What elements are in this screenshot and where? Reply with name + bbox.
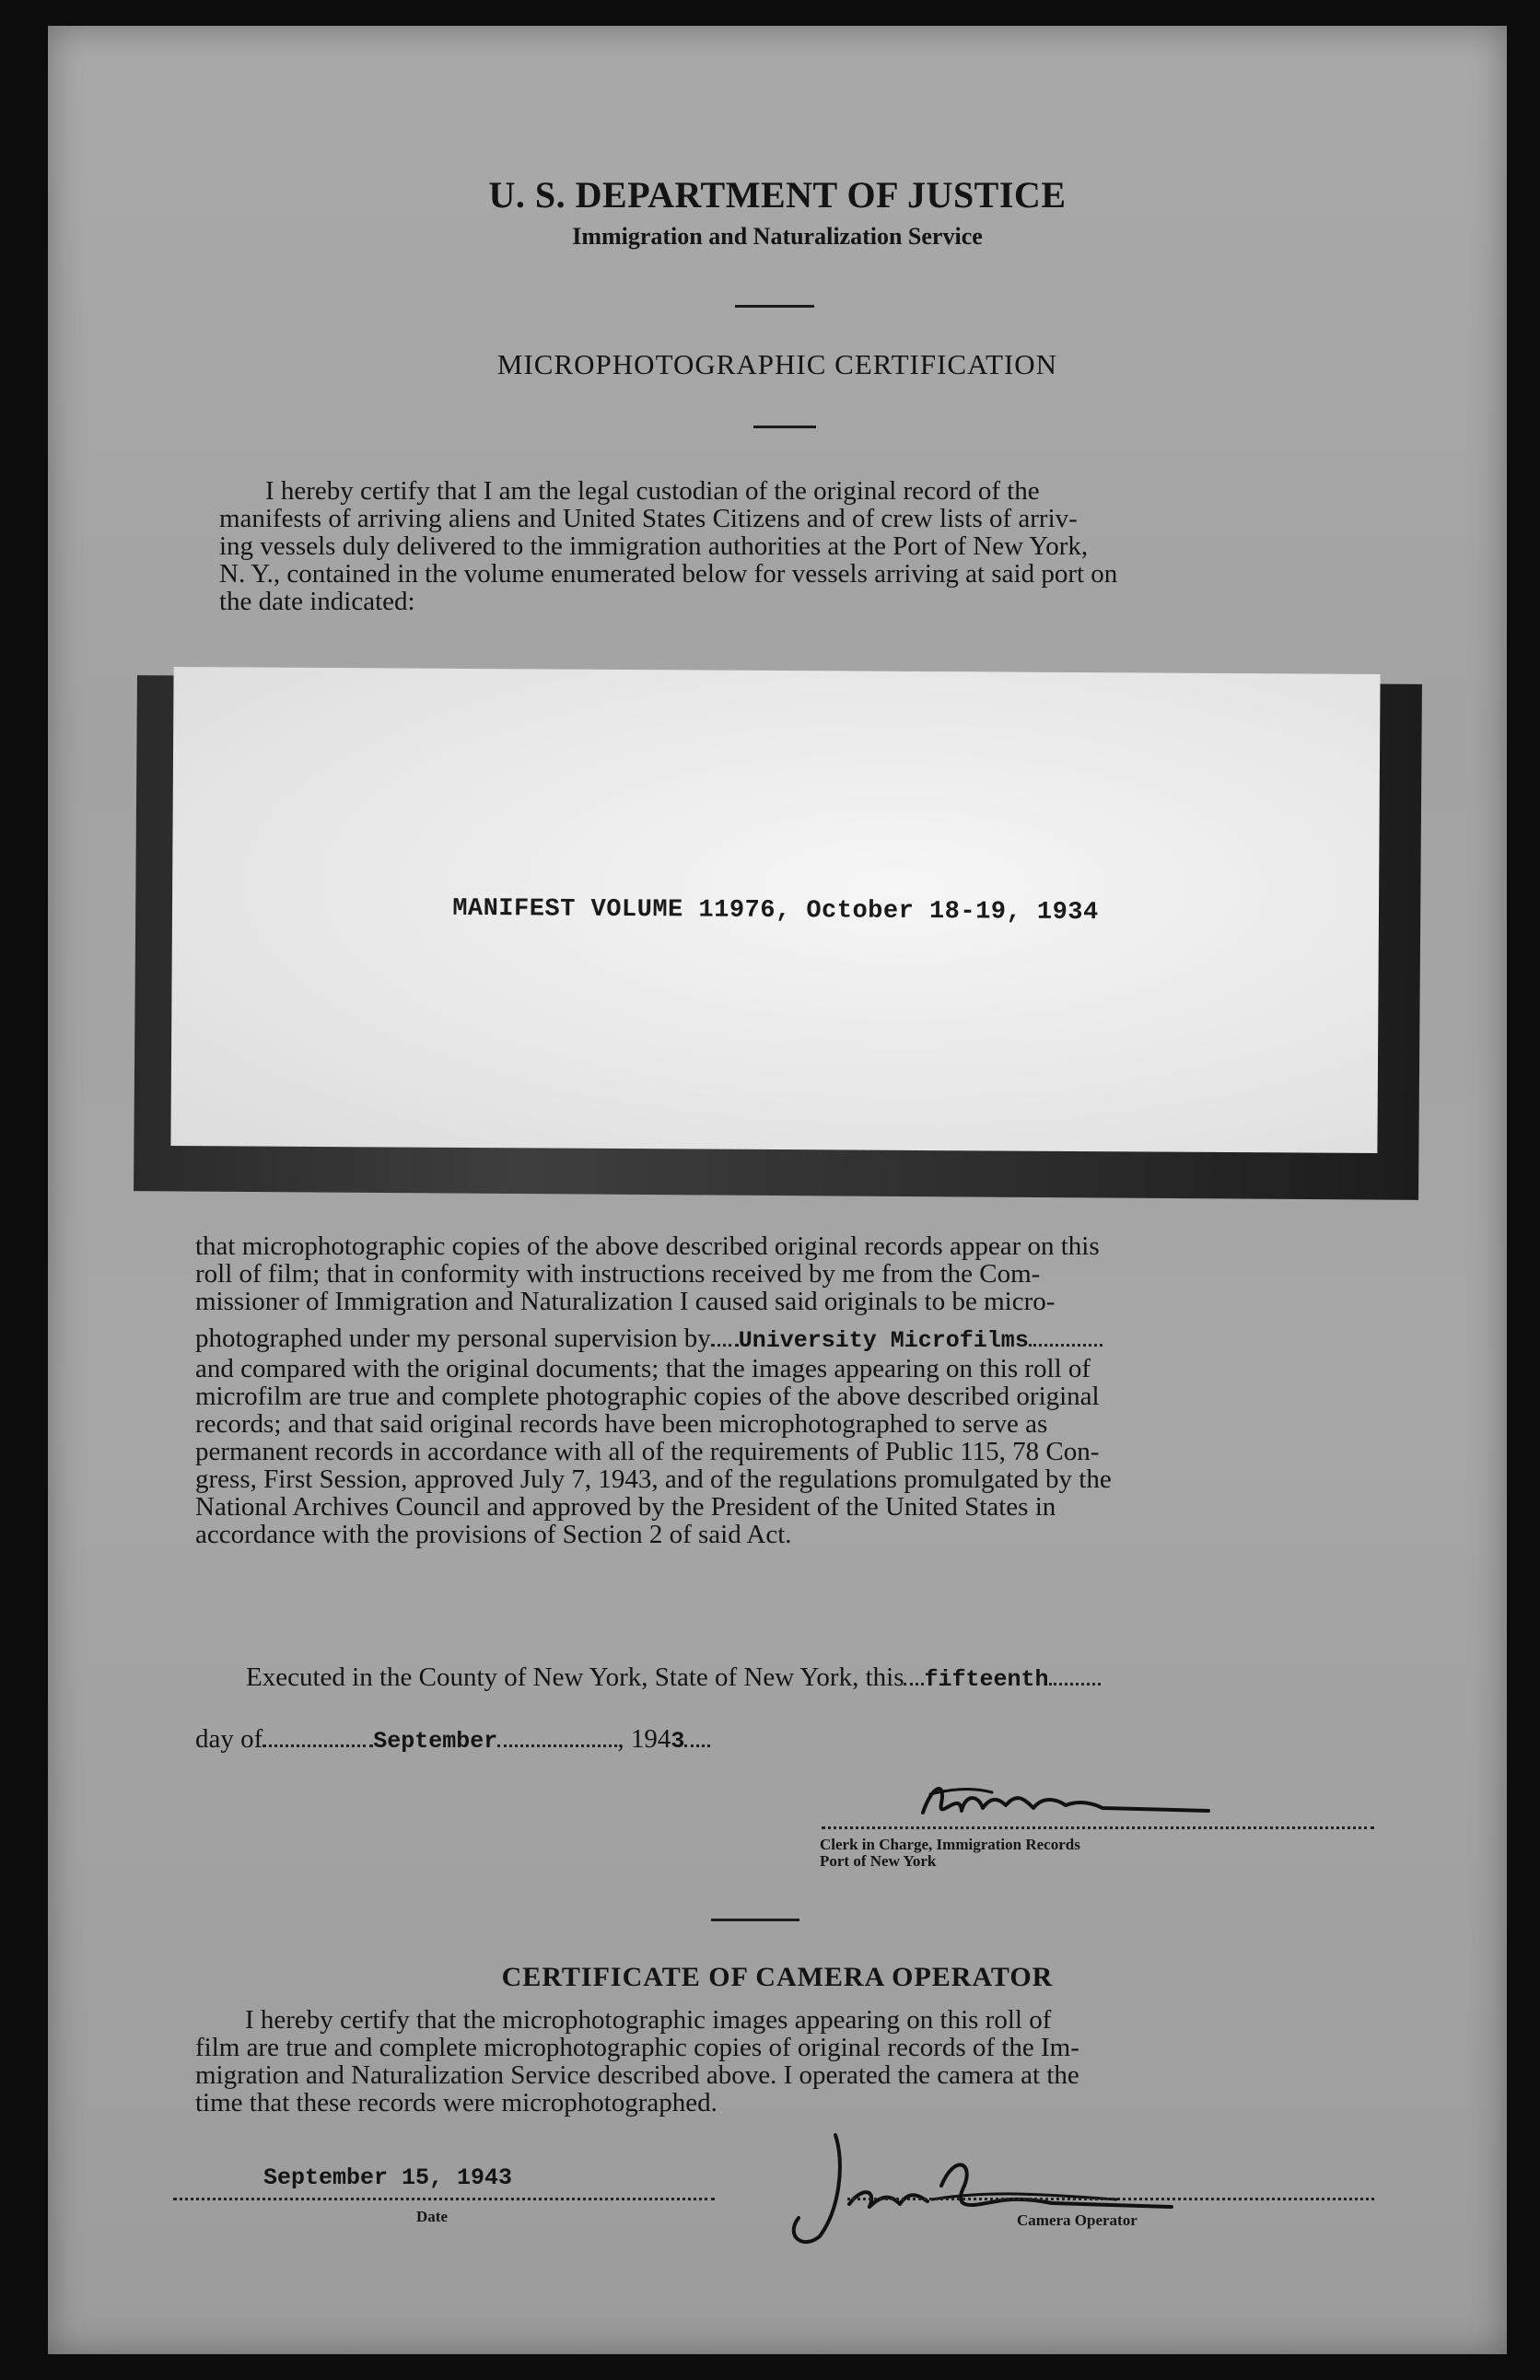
department-title: U. S. DEPARTMENT OF JUSTICE [488, 174, 1067, 216]
dayof-line [195, 1725, 1024, 1756]
camera-line: film are true and complete microphotographic copies of original records of the Im- [195, 2033, 1079, 2062]
body-line: missioner of Immigration and Naturalization I caused said originals to be micro- [195, 1287, 1056, 1316]
body-line: permanent records in accordance with all of the requirements of Public 115, 78 Con- [195, 1437, 1100, 1466]
camera-certificate-title: CERTIFICATE OF CAMERA OPERATOR [501, 1962, 1054, 1992]
body-line: records; and that said original records have been microphotographed to serve as [195, 1409, 1048, 1439]
intro-line: I hereby certify that I am the legal custodian of the original record of the [265, 476, 1040, 506]
clerk-title-line: Port of New York [820, 1852, 937, 1870]
operator-label: Camera Operator [1017, 2211, 1138, 2229]
body-line: that microphotographic copies of the above described original records appear on this [195, 1231, 1100, 1261]
camera-line: time that these records were microphotographed. [195, 2088, 718, 2118]
clerk-signature-line [822, 1826, 1374, 1829]
camera-date-value: September 15, 1943 [263, 2164, 513, 2191]
body-line: gress, First Session, approved July 7, 1943, and of the regulations promulgated by the [195, 1464, 1112, 1494]
manifest-volume-text: MANIFEST VOLUME 11976, October 18-19, 1934 [452, 894, 1099, 928]
dayof-label: day of [195, 1724, 263, 1754]
intro-line: ing vessels duly delivered to the immigration authorities at the Port of New York, [219, 531, 1089, 561]
supervision-line [195, 1324, 1393, 1355]
body-line: accordance with the provisions of Section 2 of said Act. [195, 1520, 792, 1549]
certification-divider [753, 426, 816, 428]
intro-paragraph [219, 477, 1407, 615]
executed-prefix: Executed in the County of New York, State of New York, this [246, 1662, 904, 1692]
intro-line: the date indicated: [219, 587, 415, 616]
manifest-slip [170, 667, 1380, 1153]
certification-title: MICROPHOTOGRAPHIC CERTIFICATION [496, 348, 1058, 380]
clerk-title [820, 1837, 1080, 1870]
supervisor-name: University Microfilms [738, 1327, 1029, 1354]
body-line: roll of film; that in conformity with instructions received by me from the Com- [195, 1259, 1041, 1289]
operator-line [847, 2198, 1374, 2200]
executed-line [246, 1663, 1406, 1694]
service-subtitle: Immigration and Naturalization Service [572, 223, 983, 250]
body-paragraph [195, 1232, 1393, 1548]
body-line: and compared with the original documents; that the images appearing on this roll of [195, 1354, 1091, 1383]
body-line: microfilm are true and complete photographic copies of the above described original [195, 1382, 1100, 1411]
body-line: National Archives Council and approved by the President of the United States in [195, 1492, 1056, 1522]
executed-day: fifteenth [924, 1666, 1049, 1693]
camera-line: migration and Naturalization Service described above. I operated the camera at the [195, 2060, 1079, 2090]
date-line [173, 2198, 715, 2200]
supervision-prefix: photographed under my personal supervision by [195, 1324, 711, 1353]
certificate-sheet [48, 26, 1507, 2354]
operator-signature [748, 2098, 1264, 2255]
intro-line: manifests of arriving aliens and United States Citizens and of crew lists of arriv- [219, 504, 1078, 533]
executed-month: September [373, 1728, 498, 1755]
clerk-title-line: Clerk in Charge, Immigration Records [820, 1836, 1080, 1853]
year-prefix: , 194 [617, 1724, 671, 1754]
date-label: Date [416, 2208, 448, 2225]
camera-line: I hereby certify that the microphotographic images appearing on this roll of [245, 2005, 1052, 2035]
year-digit: 3 [671, 1728, 685, 1755]
title-divider [735, 305, 814, 308]
camera-divider [711, 1919, 799, 1921]
intro-line: N. Y., contained in the volume enumerated below for vessels arriving at said port on [219, 559, 1118, 589]
